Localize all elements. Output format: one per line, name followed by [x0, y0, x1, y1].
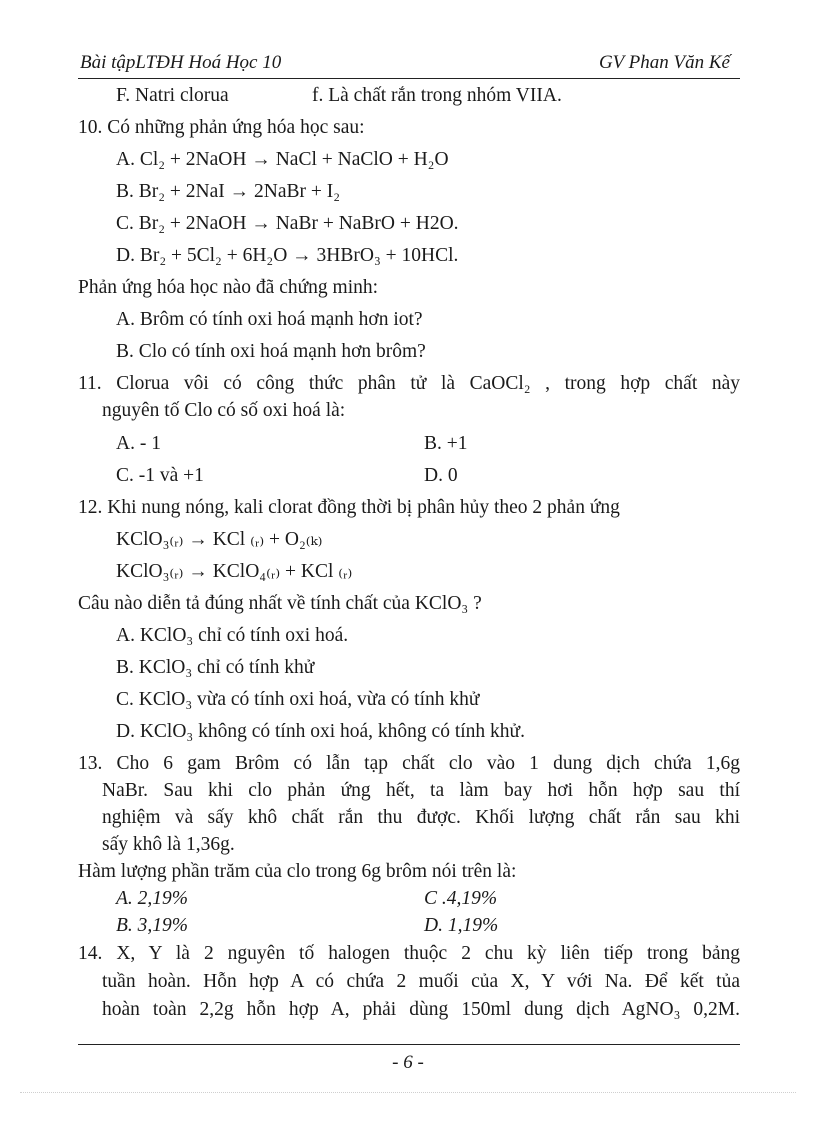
- q13-option-c: C .4,19%: [424, 888, 498, 909]
- q10-reaction-a: A. Cl₂ + 2NaOH → NaCl + NaClO + H₂O: [116, 149, 449, 170]
- q13-option-d: D. 1,19%: [424, 915, 499, 936]
- q11-option-c: C. -1 và +1: [116, 465, 204, 486]
- question-10: 10. Có những phản ứng hóa học sau:: [78, 117, 365, 138]
- q11-option-b: B. +1: [424, 433, 468, 454]
- q10-sub-b: B. Clo có tính oxi hoá mạnh hơn brôm?: [116, 341, 426, 362]
- header-right-author: GV Phan Văn Kế: [598, 52, 730, 73]
- page-bottom-border: [20, 1092, 796, 1093]
- question-12: 12. Khi nung nóng, kali clorat đồng thời bị phân hủy theo 2 phản ứng: [78, 497, 620, 518]
- q10-reaction-c: C. Br₂ + 2NaOH → NaBr + NaBrO + H2O.: [116, 213, 459, 234]
- q12-reaction-2: KClO₃₍ᵣ₎ → KClO₄₍ᵣ₎ + KCl ₍ᵣ₎: [116, 561, 353, 582]
- q10-reaction-b: B. Br₂ + 2NaI → 2NaBr + I₂: [116, 181, 341, 202]
- q13-option-b: B. 3,19%: [116, 915, 189, 936]
- question-13-line3: nghiệm và sấy khô chất rắn thu được. Khối lượng chất rắn sau khi: [102, 807, 740, 828]
- q11-option-a: A. - 1: [116, 433, 161, 454]
- q13-question: Hàm lượng phần trăm của clo trong 6g brôm nói trên là:: [78, 861, 517, 882]
- q12-option-d: D. KClO₃ không có tính oxi hoá, không có tính khử.: [116, 721, 525, 742]
- q10-reaction-d: D. Br₂ + 5Cl₂ + 6H₂O → 3HBrO₃ + 10HCl.: [116, 245, 459, 266]
- header-left-title: Bài tậpLTĐH Hoá Học 10: [80, 52, 282, 73]
- q12-option-c: C. KClO₃ vừa có tính oxi hoá, vừa có tính khử: [116, 689, 480, 710]
- q12-question: Câu nào diễn tả đúng nhất về tính chất của KClO₃ ?: [78, 593, 482, 614]
- question-13-line4: sấy khô là 1,36g.: [102, 834, 235, 855]
- option-f-left: F. Natri clorua: [116, 85, 229, 106]
- question-11-line2: nguyên tố Clo có số oxi hoá là:: [102, 400, 346, 421]
- question-14-line1: 14. X, Y là 2 nguyên tố halogen thuộc 2 chu kỳ liên tiếp trong bảng: [78, 943, 740, 964]
- q12-option-b: B. KClO₃ chỉ có tính khử: [116, 657, 315, 678]
- question-14-line3: hoàn toàn 2,2g hỗn hợp A, phải dùng 150ml dung dịch AgNO₃ 0,2M.: [102, 999, 740, 1020]
- page-number: - 6 -: [392, 1052, 424, 1073]
- option-f-right: f. Là chất rắn trong nhóm VIIA.: [312, 85, 562, 106]
- q11-option-d: D. 0: [424, 465, 458, 486]
- q10-sub-a: A. Brôm có tính oxi hoá mạnh hơn iot?: [116, 309, 423, 330]
- question-13-line1: 13. Cho 6 gam Brôm có lẫn tạp chất clo vào 1 dung dịch chứa 1,6g: [78, 753, 740, 774]
- page-header: [78, 52, 740, 79]
- question-14-line2: tuần hoàn. Hỗn hợp A có chứa 2 muối của X, Y với Na. Để kết tủa: [102, 971, 740, 992]
- question-11-line1: 11. Clorua vôi có công thức phân tử là CaOCl₂ , trong hợp chất này: [78, 373, 740, 394]
- footer-divider: [78, 1044, 740, 1045]
- q13-option-a: A. 2,19%: [116, 888, 189, 909]
- q10-question: Phản ứng hóa học nào đã chứng minh:: [78, 277, 379, 298]
- q12-option-a: A. KClO₃ chỉ có tính oxi hoá.: [116, 625, 349, 646]
- question-13-line2: NaBr. Sau khi clo phản ứng hết, ta làm bay hơi hỗn hợp sau thí: [102, 780, 740, 801]
- q12-reaction-1: KClO₃₍ᵣ₎ → KCl ₍ᵣ₎ + O₂₍ₖ₎: [116, 529, 323, 550]
